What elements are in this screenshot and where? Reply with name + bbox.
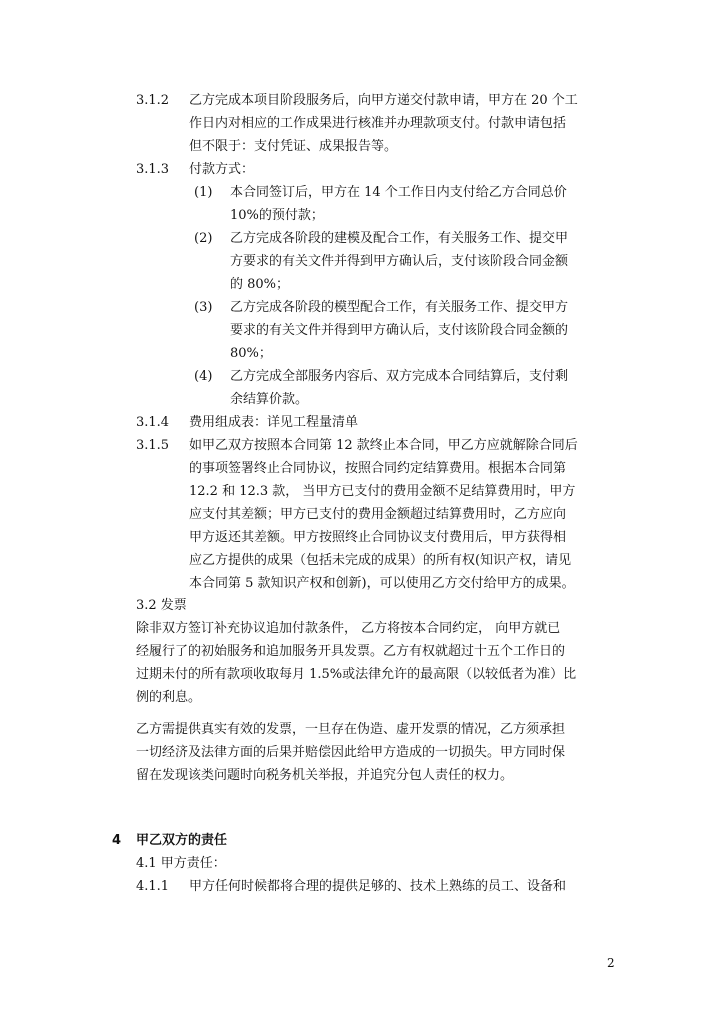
clause-number-3-1-3: 3.1.3 — [136, 162, 170, 177]
item-number-2: (2) — [194, 231, 213, 246]
clause-text-3-1-5 — [189, 434, 619, 595]
text-line: 例的利息。 — [136, 690, 202, 705]
text-line: 如甲乙双方按照本合同第 12 款终止本合同，甲乙方应就解除合同后 — [189, 438, 578, 453]
item-number-4: (4) — [194, 369, 213, 384]
text-line: 一切经济及法律方面的后果并赔偿因此给甲方造成的一切损失。甲方同时保 — [136, 745, 566, 760]
text-line: 80%； — [230, 346, 272, 361]
text-line: 的事项签署终止合同协议，按照合同约定结算费用。根据本合同第 — [189, 461, 567, 476]
text-line: 经履行了的初始服务和追加服务开具发票。乙方有权就超过十五个工作日的 — [136, 644, 566, 659]
section-heading-3-2: 3.2 发票 — [136, 598, 187, 613]
text-line: 过期未付的所有款项收取每月 1.5%或法律允许的最高限（以较低者为准）比 — [136, 667, 577, 682]
text-line: 乙方需提供真实有效的发票，一旦存在伪造、虚开发票的情况，乙方须承担 — [136, 722, 566, 737]
text-line: 的 80%； — [230, 277, 290, 292]
item-number-3: (3) — [194, 300, 213, 315]
item-text-1 — [230, 181, 618, 227]
clause-number-4-1-1: 4.1.1 — [136, 879, 170, 894]
text-line: 甲方返还其差额。甲方按照终止合同协议支付费用后，甲方获得相 — [189, 530, 567, 545]
clause-text-3-1-2 — [189, 89, 619, 158]
clause-number-3-1-4: 3.1.4 — [136, 415, 170, 430]
clause-text-3-1-4: 费用组成表：详见工程量清单 — [189, 415, 359, 430]
subsection-heading-4-1: 4.1 甲方责任： — [136, 856, 226, 871]
text-line: 作日内对相应的工作成果进行核准并办理款项支付。付款申请包括 — [189, 116, 567, 131]
page-number: 2 — [607, 956, 615, 970]
text-line: 但不限于：支付凭证、成果报告等。 — [189, 139, 398, 154]
text-line: 本合同签订后，甲方在 14 个工作日内支付给乙方合同总价 — [230, 185, 567, 200]
item-text-3 — [230, 296, 618, 365]
text-line: 乙方完成各阶段的建模及配合工作，有关服务工作、提交甲 — [230, 231, 569, 246]
text-line: 余结算价款。 — [230, 392, 309, 407]
item-text-2 — [230, 227, 618, 296]
item-number-1: (1) — [194, 185, 213, 200]
text-line: 应乙方提供的成果（包括未完成的成果）的所有权(知识产权，请见 — [189, 553, 572, 568]
clause-title-3-1-3: 付款方式： — [189, 162, 255, 177]
text-line: 本合同第 5 款知识产权和创新)，可以使用乙方交付给甲方的成果。 — [189, 576, 575, 591]
text-line: 乙方完成全部服务内容后、双方完成本合同结算后，支付剩 — [230, 369, 569, 384]
text-line: 方要求的有关文件并得到甲方确认后，支付该阶段合同金额 — [230, 254, 569, 269]
text-line: 除非双方签订补充协议追加付款条件， 乙方将按本合同约定， 向甲方就已 — [136, 621, 561, 636]
section-title-4: 甲乙双方的责任 — [136, 833, 228, 848]
text-line: 10%的预付款； — [230, 208, 324, 223]
clause-text-4-1-1: 甲方任何时候都将合理的提供足够的、技术上熟练的员工、设备和 — [189, 879, 567, 894]
section-3-2-paragraph-2 — [136, 718, 616, 787]
text-line: 应支付其差额；甲方已支付的费用金额超过结算费用时，乙方应向 — [189, 507, 567, 522]
section-3-2-paragraph-1 — [136, 617, 616, 709]
clause-number-3-1-5: 3.1.5 — [136, 438, 170, 453]
text-line: 留在发现该类问题时向税务机关举报，并追究分包人责任的权力。 — [136, 768, 514, 783]
text-line: 乙方完成本项目阶段服务后，向甲方递交付款申请，甲方在 20 个工 — [189, 93, 578, 108]
text-line: 乙方完成各阶段的模型配合工作，有关服务工作、提交甲方 — [230, 300, 569, 315]
text-line: 12.2 和 12.3 款， 当甲方已支付的费用金额不足结算费用时，甲方 — [189, 484, 576, 499]
clause-number-3-1-2: 3.1.2 — [136, 93, 170, 108]
section-number-4: 4 — [112, 833, 122, 848]
text-line: 要求的有关文件并得到甲方确认后，支付该阶段合同金额的 — [230, 323, 569, 338]
item-text-4 — [230, 365, 618, 411]
